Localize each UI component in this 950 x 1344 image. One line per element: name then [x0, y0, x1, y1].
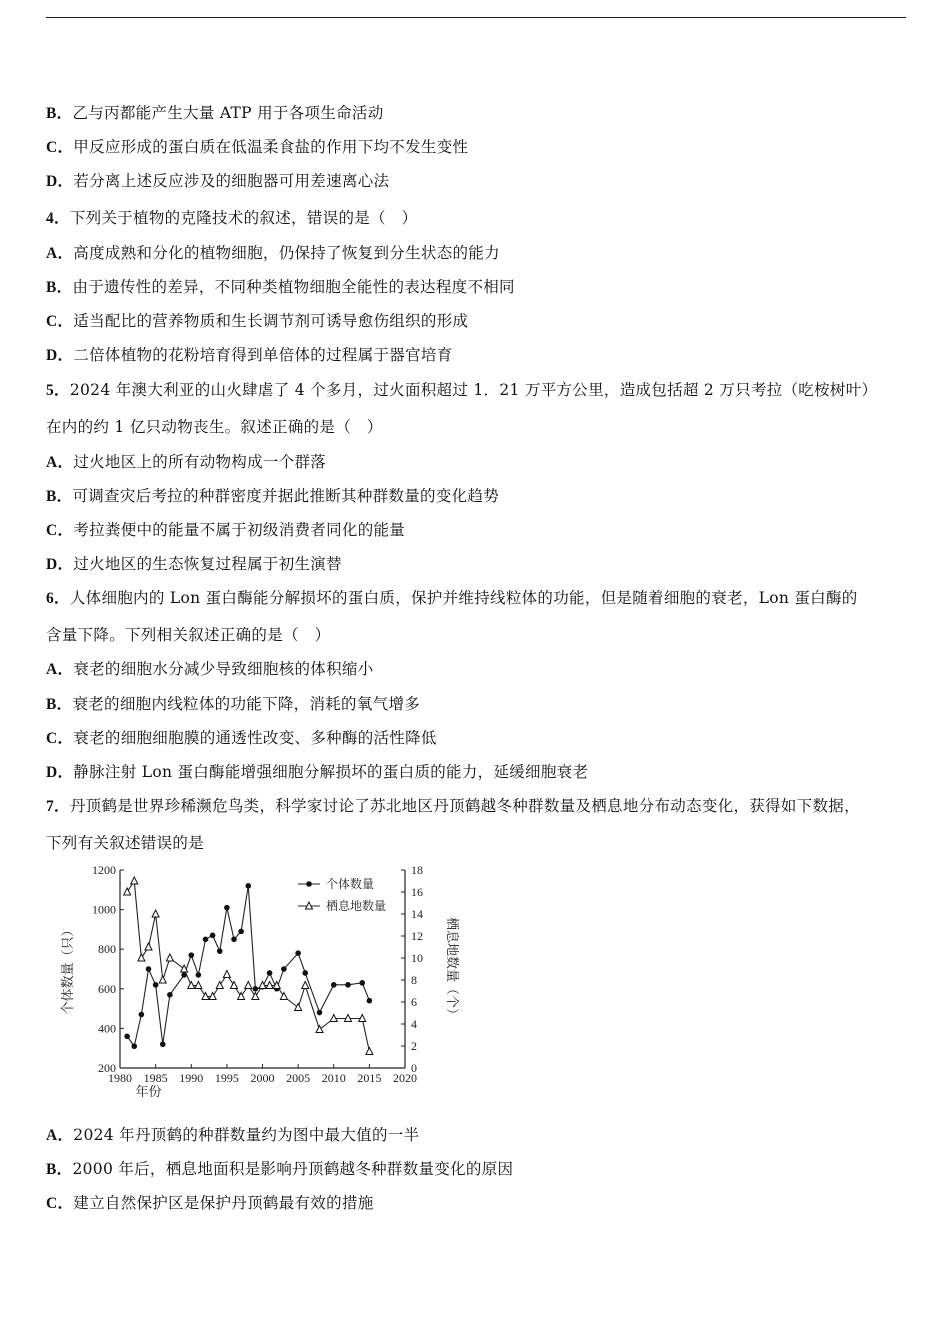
x-tick-label: 1980	[108, 1071, 132, 1085]
data-point	[160, 1041, 166, 1047]
legend-label: 栖息地数量	[326, 899, 387, 913]
item-text: 适当配比的营养物质和生长调节剂可诱导愈伤组织的形成	[73, 312, 469, 330]
item-text: 过火地区的生态恢复过程属于初生演替	[73, 555, 342, 573]
item-text: 若分离上述反应涉及的细胞器可用差速离心法	[73, 172, 390, 190]
data-point	[203, 937, 209, 943]
data-point	[131, 1043, 137, 1049]
text-line	[46, 796, 860, 817]
data-point	[317, 1010, 323, 1016]
y-left-tick-label: 1000	[92, 902, 116, 917]
item-label: A．	[46, 245, 74, 262]
item-text: 在内的约 1 亿只动物丧生。叙述正确的是（ ）	[46, 418, 383, 436]
x-tick-label: 2000	[250, 1071, 275, 1085]
y-right-tick-label: 8	[411, 973, 417, 987]
data-point	[231, 937, 237, 943]
data-point	[253, 986, 259, 992]
text-line	[46, 311, 468, 332]
y-right-tick-label: 0	[411, 1061, 417, 1075]
item-label: B．	[46, 696, 73, 713]
text-line	[46, 171, 389, 192]
y-left-tick-label: 400	[98, 1021, 116, 1036]
y-right-tick-label: 10	[411, 951, 423, 965]
data-point	[210, 933, 216, 939]
item-label: 7．	[46, 798, 70, 815]
text-line	[46, 486, 499, 507]
text-line	[46, 694, 420, 715]
data-point	[245, 982, 252, 989]
legend-label: 个体数量	[326, 877, 375, 891]
data-point	[345, 982, 351, 988]
y-left-tick-label: 800	[98, 942, 116, 957]
y-right-tick-label: 14	[411, 907, 423, 921]
data-point	[223, 971, 230, 978]
y-left-tick-label: 200	[98, 1061, 116, 1075]
x-tick-label: 2015	[357, 1071, 382, 1085]
text-line	[46, 625, 330, 645]
item-text: 静脉注射 Lon 蛋白酶能增强细胞分解损坏的蛋白质的能力，延缓细胞衰老	[73, 763, 589, 781]
text-line	[46, 1193, 374, 1214]
item-label: C．	[46, 313, 74, 330]
item-label: B．	[46, 279, 73, 296]
item-text: 考拉粪便中的能量不属于初级消费者同化的能量	[73, 521, 406, 539]
y-right-tick-label: 4	[411, 1017, 417, 1031]
data-point	[139, 1012, 145, 1018]
item-text: 高度成熟和分化的植物细胞，仍保持了恢复到分生状态的能力	[73, 244, 500, 262]
data-point	[152, 910, 159, 917]
header-rule	[46, 17, 906, 18]
x-tick-label: 2005	[286, 1071, 311, 1085]
item-label: D．	[46, 556, 74, 573]
item-text: 2024 年丹顶鹤的种群数量约为图中最大值的一半	[73, 1126, 420, 1144]
text-line	[46, 659, 374, 680]
item-text: 过火地区上的所有动物构成一个群落	[73, 453, 327, 471]
y-left-tick-label: 600	[98, 981, 116, 996]
text-line	[46, 137, 468, 158]
data-point	[295, 950, 301, 956]
text-line	[46, 1159, 513, 1180]
item-text: 由于遗传性的差异，不同种类植物细胞全能性的表达程度不相同	[72, 278, 515, 296]
item-text: 衰老的细胞细胞膜的通透性改变、多种酶的活性降低	[73, 729, 437, 747]
text-line	[46, 554, 342, 575]
item-text: 甲反应形成的蛋白质在低温柔食盐的作用下均不发生变性	[73, 138, 469, 156]
item-text: 衰老的细胞水分减少导致细胞核的体积缩小	[73, 660, 374, 678]
item-label: 4．	[46, 210, 70, 227]
data-point	[331, 982, 337, 988]
data-point	[267, 970, 273, 976]
item-text: 下列关于植物的克隆技术的叙述，错误的是（ ）	[69, 209, 418, 227]
item-label: 5．	[46, 382, 70, 399]
data-point	[367, 998, 373, 1004]
item-label: A．	[46, 1127, 74, 1144]
x-axis-label: 年份	[135, 1084, 162, 1099]
item-label: C．	[46, 730, 74, 747]
text-line	[46, 243, 500, 264]
text-line	[46, 417, 383, 437]
x-tick-label: 2020	[393, 1071, 417, 1085]
legend-marker	[306, 881, 312, 887]
data-point	[295, 1004, 302, 1011]
y-right-tick-label: 18	[411, 863, 423, 877]
y-axis-right-label: 栖息地数量（个）	[445, 916, 460, 1022]
item-text: 乙与丙都能产生大量 ATP 用于各项生命活动	[72, 104, 384, 122]
data-point	[146, 966, 152, 972]
data-point	[196, 972, 202, 978]
item-text: 可调查灾后考拉的种群密度并据此推断其种群数量的变化趋势	[72, 487, 500, 505]
data-point	[153, 982, 159, 988]
item-text: 二倍体植物的花粉培育得到单倍体的过程属于器官培育	[73, 346, 453, 364]
item-label: D．	[46, 764, 74, 781]
item-label: C．	[46, 1195, 74, 1212]
x-tick-label: 1990	[179, 1071, 204, 1085]
item-text: 2024 年澳大利亚的山火肆虐了 4 个多月，过火面积超过 1．21 万平方公里，造成包括超 2 万只考拉（吃桉树叶）	[69, 381, 878, 399]
data-point	[224, 905, 230, 911]
data-point	[166, 954, 173, 961]
x-tick-label: 2010	[321, 1071, 346, 1085]
item-label: D．	[46, 173, 74, 190]
item-label: 6．	[46, 590, 70, 607]
y-right-tick-label: 12	[411, 929, 423, 943]
text-line	[46, 452, 326, 473]
item-label: D．	[46, 347, 74, 364]
y-right-tick-label: 2	[411, 1039, 417, 1053]
text-line	[46, 208, 417, 229]
y-right-tick-label: 6	[411, 995, 417, 1009]
item-text: 下列有关叙述错误的是	[46, 834, 205, 852]
item-label: A．	[46, 454, 74, 471]
item-text: 衰老的细胞内线粒体的功能下降，消耗的氧气增多	[72, 695, 421, 713]
item-label: A．	[46, 661, 74, 678]
item-text: 含量下降。下列相关叙述正确的是（ ）	[46, 626, 331, 644]
data-point	[316, 1026, 323, 1033]
text-line	[46, 380, 877, 401]
item-label: B．	[46, 488, 73, 505]
text-line	[46, 103, 384, 124]
item-label: C．	[46, 522, 74, 539]
data-point	[366, 1048, 373, 1055]
data-point	[124, 1034, 130, 1040]
item-text: 建立自然保护区是保护丹顶鹤最有效的措施	[73, 1194, 374, 1212]
data-point	[281, 966, 287, 972]
text-line	[46, 345, 453, 366]
data-point	[359, 980, 365, 986]
y-axis-left-label: 个体数量（只）	[60, 923, 75, 1015]
y-right-tick-label: 16	[411, 885, 423, 899]
y-left-tick-label: 1200	[92, 863, 116, 877]
data-point	[217, 948, 223, 954]
text-line	[46, 833, 204, 853]
item-label: B．	[46, 105, 73, 122]
item-label: B．	[46, 1161, 73, 1178]
text-line	[46, 277, 515, 298]
crane-population-chart	[60, 858, 460, 1108]
data-point	[159, 976, 166, 983]
data-point	[188, 952, 194, 958]
x-tick-label: 1985	[143, 1071, 168, 1085]
text-line	[46, 762, 588, 783]
text-line	[46, 728, 437, 749]
x-tick-label: 1995	[214, 1071, 239, 1085]
data-point	[131, 877, 138, 884]
item-text: 人体细胞内的 Lon 蛋白酶能分解损坏的蛋白质，保护并维持线粒体的功能，但是随着细胞的衰老，Lon 蛋白酶的	[69, 589, 858, 607]
data-point	[302, 982, 309, 989]
item-text: 丹顶鹤是世界珍稀濒危鸟类，科学家讨论了苏北地区丹顶鹤越冬种群数量及栖息地分布动态变化，获得如下数据，	[69, 797, 860, 815]
data-point	[302, 970, 308, 976]
item-label: C．	[46, 139, 74, 156]
item-text: 2000 年后，栖息地面积是影响丹顶鹤越冬种群数量变化的原因	[72, 1160, 514, 1178]
data-point	[167, 992, 173, 998]
text-line	[46, 1125, 419, 1146]
data-point	[145, 943, 152, 950]
data-point	[238, 929, 244, 935]
text-line	[46, 520, 405, 541]
data-point	[245, 883, 251, 889]
text-line	[46, 588, 858, 609]
